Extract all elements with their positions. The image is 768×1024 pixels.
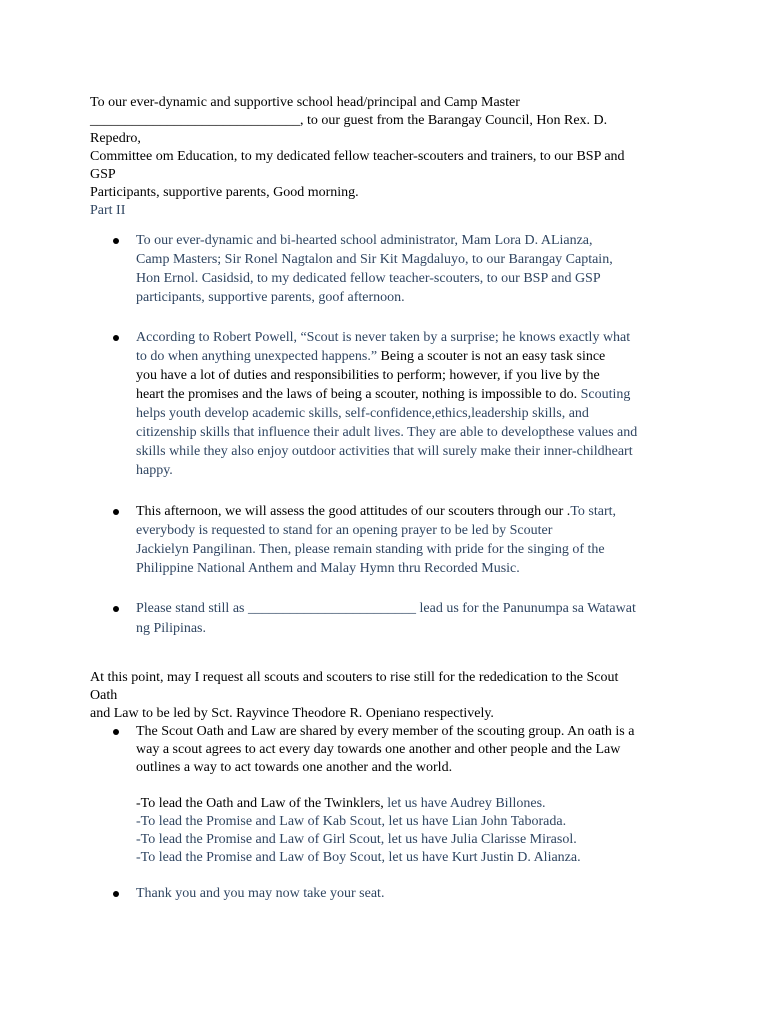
bullet-dot [113, 606, 119, 612]
bullet-2-line-2 [136, 348, 605, 366]
leader-line-1-name: let us have Audrey Billones. [383, 796, 546, 811]
intro-line-6: Participants, supportive parents, Good morning. [90, 185, 359, 200]
intro-line-3: Repedro, [90, 131, 141, 146]
bullet-3-line-1-start: To start, [570, 504, 616, 519]
bullet-2-line-7: skills while they also enjoy outdoor activities that will surely make their inner-childheart [136, 444, 633, 459]
intro-line-2 [90, 112, 607, 130]
oath-bullet-line-2: way a scout agrees to act every day towards one another and other people and the Law [136, 742, 621, 757]
bullet-1-line-2: Camp Masters; Sir Ronel Nagtalon and Sir Kit Magdaluyo, to our Barangay Captain, [136, 252, 613, 267]
bullet-3-line-4: Philippine National Anthem and Malay Hymn thru Recorded Music. [136, 561, 520, 576]
intro-line-2-text: , to our guest from the Barangay Council, Hon Rex. D. [300, 113, 608, 128]
bullet-4-line-1-pre: Please stand still as [136, 601, 248, 616]
bullet-3-line-1-text: This afternoon, we will assess the good attitudes of our scouters through our . [136, 504, 571, 519]
bullet-dot [113, 509, 119, 515]
oath-line-2: Oath [90, 688, 118, 703]
bullet-3-line-1 [136, 503, 616, 521]
bullet-3-line-3: Jackielyn Pangilinan. Then, please remain standing with pride for the singing of the [136, 542, 605, 557]
closing-line: Thank you and you may now take your seat. [136, 886, 385, 901]
bullet-1-line-3: Hon Ernol. Casidsid, to my dedicated fellow teacher-scouters, to our BSP and GSP [136, 271, 601, 286]
bullet-2-line-4-text: heart the promises and the laws of being a scouter, nothing is impossible to do. [136, 387, 578, 402]
bullet-2-line-1: According to Robert Powell, “Scout is never taken by a surprise; he knows exactly what [136, 330, 631, 345]
leader-line-2: -To lead the Promise and Law of Kab Scout, let us have Lian John Taborada. [136, 814, 567, 829]
bullet-4-line-1 [136, 600, 636, 618]
leader-line-1 [136, 795, 546, 813]
oath-bullet-line-1: The Scout Oath and Law are shared by every member of the scouting group. An oath is a [136, 724, 635, 739]
flag-ceremony-blank: ________________________ [248, 601, 416, 616]
bullet-dot [113, 729, 119, 735]
oath-line-3: and Law to be led by Sct. Rayvince Theodore R. Openiano respectively. [90, 706, 494, 721]
intro-line-4: Committee om Education, to my dedicated fellow teacher-scouters and trainers, to our BSP and [90, 149, 625, 164]
bullet-2-line-5: helps youth develop academic skills, self-confidence,ethics,leadership skills, and [136, 406, 589, 421]
bullet-1-line-1: To our ever-dynamic and bi-hearted school administrator, Mam Lora D. ALianza, [136, 233, 593, 248]
bullet-2-line-4 [136, 386, 630, 404]
leader-line-3: -To lead the Promise and Law of Girl Scout, let us have Julia Clarisse Mirasol. [136, 832, 577, 847]
bullet-2-line-4-scouting: Scouting [577, 387, 631, 402]
intro-line-1: To our ever-dynamic and supportive school head/principal and Camp Master [90, 95, 520, 110]
bullet-dot [113, 891, 119, 897]
bullet-1-line-4: participants, supportive parents, goof afternoon. [136, 290, 405, 305]
bullet-2-line-2-text: Being a scouter is not an easy task since [377, 349, 606, 364]
bullet-dot [113, 238, 119, 244]
leader-line-4: -To lead the Promise and Law of Boy Scout, let us have Kurt Justin D. Alianza. [136, 850, 581, 865]
bullet-2-line-2-quote: to do when anything unexpected happens.” [136, 349, 378, 364]
bullet-2-line-3: you have a lot of duties and responsibilities to perform; however, if you live by the [136, 368, 600, 383]
bullet-3-line-2: everybody is requested to stand for an opening prayer to be led by Scouter [136, 523, 553, 538]
bullet-2-line-8: happy. [136, 463, 173, 478]
bullet-4-line-2: ng Pilipinas. [136, 621, 207, 636]
part-2-heading: Part II [90, 203, 126, 218]
leader-line-1-text: -To lead the Oath and Law of the Twinklers, [136, 796, 384, 811]
bullet-dot [113, 335, 119, 341]
host-name-blank: ______________________________ [90, 113, 300, 128]
bullet-2-line-6: citizenship skills that influence their adult lives. They are able to developthese values and [136, 425, 638, 440]
oath-line-1: At this point, may I request all scouts and scouters to rise still for the rededication to the Scout [90, 670, 619, 685]
oath-bullet-line-3: outlines a way to act towards one another and the world. [136, 760, 453, 775]
intro-line-5: GSP [90, 167, 116, 182]
bullet-4-line-1-post: lead us for the Panunumpa sa Watawat [416, 601, 636, 616]
